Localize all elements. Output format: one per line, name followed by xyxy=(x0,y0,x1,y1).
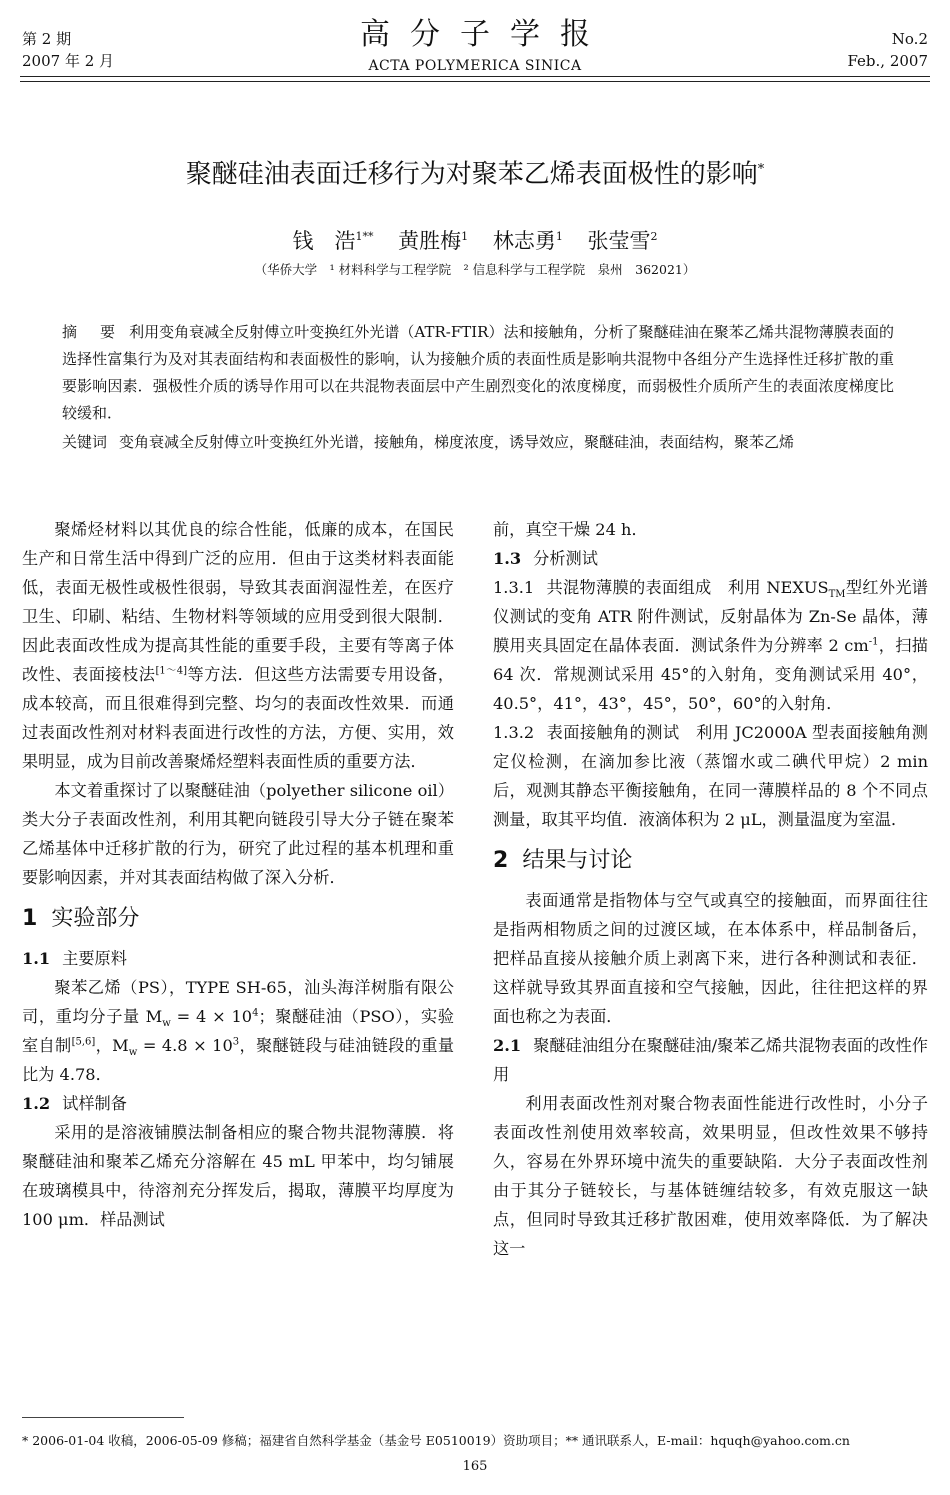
subsection-heading-1-3: 1.3 分析测试 xyxy=(493,549,598,568)
abstract-label: 摘 要 xyxy=(62,323,120,341)
keywords-label: 关键词 xyxy=(62,433,108,451)
author: 钱 浩$^{1**}$ xyxy=(292,229,374,253)
citation: [5,6] xyxy=(71,1036,96,1048)
paper-title-text: 聚醚硅油表面迁移行为对聚苯乙烯表面极性的影响 xyxy=(185,159,758,190)
affiliation: （华侨大学 ¹ 材料科学与工程学院 ² 信息科学与工程学院 泉州 362021） xyxy=(254,262,696,277)
materials-paragraph: 聚苯乙烯（PS），TYPE SH-65，汕头海洋树脂有限公司，重均分子量 $M_w = 4 \times 10^4$；聚醚硅油（PSO），实验室自制[5,6]，$M_w = 4.8 \times 10^3$，聚醚链段与硅油链段的重量比为 4.78． xyxy=(22,978,455,1084)
subsection-heading-1-1: 1.1 主要原料 xyxy=(22,949,127,968)
issue-en: No.2 xyxy=(891,30,928,48)
intro-paragraph-1: 聚烯烃材料以其优良的综合性能，低廉的成本，在国民生产和日常生活中得到广泛的应用．但由于这类材料表面能低，表面无极性或极性很弱，导致其表面润湿性差，在医疗卫生、印刷、粘结、生物材料等领域的应用受到很大限制．因此表面改性成为提高其性能的重要手段，主要有等离子体改性、表面接枝法[1～4]等方法．但这些方法需要专用设备，成本较高，而且很难得到完整、均匀的表面改性效果．而通过表面改性剂对材料表面进行改性的方法，方便、实用，效果明显，成为目前改善聚烯烃塑料表面性质的重要方法． xyxy=(22,520,455,771)
running-header-right xyxy=(847,28,928,72)
right-column xyxy=(493,515,928,1263)
title-footnote-mark: * xyxy=(757,162,765,177)
footnote: * 2006-01-04 收稿，2006-05-09 修稿；福建省自然科学基金（基金号 E0510019）资助项目；** 通讯联系人，E-mail：hquqh@yahoo.com.cn xyxy=(22,1433,850,1448)
author: 黄胜梅$^1$ xyxy=(398,229,469,253)
sample-prep-paragraph: 采用的是溶液铺膜法制备相应的聚合物共混物薄膜．将聚醚硅油和聚苯乙烯充分溶解在 45 mL 甲苯中，均匀铺展在玻璃模具中，待溶剂充分挥发后，揭取，薄膜平均厚度为 100 μm．样品测试 xyxy=(22,1123,454,1229)
footnote-rule xyxy=(22,1417,184,1418)
keywords-text: 变角衰减全反射傅立叶变换红外光谱，接触角，梯度浓度，诱导效应，聚醚硅油，表面结构，聚苯乙烯 xyxy=(119,433,795,451)
subsection-1-3-2: 1.3.2 表面接触角的测试 利用 JC2000A 型表面接触角测定仪检测，在滴加参比液（蒸馏水或二碘代甲烷）2 min 后，观测其静态平衡接触角，在同一薄膜样品的 8 个不同点测量，取其平均值．液滴体积为 2 μL，测量温度为室温． xyxy=(493,723,928,829)
subsection-heading-2-1: 2.1 聚醚硅油组分在聚醚硅油/聚苯乙烯共混物表面的改性作用 xyxy=(493,1036,928,1084)
author: 张莹雪$^2$ xyxy=(587,229,658,253)
header-rule-thin xyxy=(20,81,930,82)
left-column xyxy=(22,515,454,1234)
subsection-1-3-1: 1.3.1 共混物薄膜的表面组成 利用 $NEXUS_{TM}$型红外光谱仪测试的变角 ATR 附件测试，反射晶体为 Zn-Se 晶体，薄膜用夹具固定在晶体表面．测试条件为分辨率 2 cm$^{-1}$，扫描 64 次．常规测试采用 45°的入射角，变角测试采用 40°，40.5°，41°，43°，45°，50°，60°的入射角． xyxy=(493,578,928,713)
author: 林志勇$^1$ xyxy=(492,229,563,253)
continued-paragraph: 前，真空干燥 24 h． xyxy=(493,520,648,539)
date-cn: 2007 年 2 月 xyxy=(22,52,115,70)
header-rule-thick xyxy=(20,76,930,77)
journal-title-en: ACTA POLYMERICA SINICA xyxy=(368,58,582,74)
section-heading-2: 2 结果与讨论 xyxy=(493,848,633,873)
abstract-text: 利用变角衰减全反射傅立叶变换红外光谱（ATR-FTIR）法和接触角，分析了聚醚硅油在聚苯乙烯共混物薄膜表面的选择性富集行为及对其表面结构和表面极性的影响，认为接触介质的表面性质是影响共混物中各组分产生选择性迁移扩散的重要影响因素．强极性介质的诱导作用可以在共混物表面层中产生剧烈变化的浓度梯度，而弱极性介质所产生的表面浓度梯度比较缓和． xyxy=(62,323,894,422)
results-paragraph-1: 表面通常是指物体与空气或真空的接触面，而界面往往是指两相物质之间的过渡区域，在本体系中，样品制备后，把样品直接从接触介质上剥离下来，进行各种测试和表征．这样就导致其界面直接和空气接触，因此，往往把这样的界面也称之为表面． xyxy=(493,891,928,1026)
abstract xyxy=(62,319,894,427)
journal-masthead xyxy=(0,16,950,76)
paper-title xyxy=(0,152,950,193)
page-number: 165 xyxy=(462,1459,488,1474)
date-en: Feb., 2007 xyxy=(847,52,928,70)
issue-cn: 第 2 期 xyxy=(22,30,72,48)
subsection-heading-1-2: 1.2 试样制备 xyxy=(22,1094,127,1113)
author-list xyxy=(0,222,950,256)
section-heading-1: 1 实验部分 xyxy=(22,906,140,931)
journal-title-cn: 高分子学报 xyxy=(360,17,610,52)
intro-paragraph-2: 本文着重探讨了以聚醚硅油（polyether silicone oil）类大分子表面改性剂，利用其靶向链段引导大分子链在聚苯乙烯基体中迁移扩散的行为，研究了此过程的基本机理和重要影响因素，并对其表面结构做了深入分析． xyxy=(22,781,454,887)
keywords xyxy=(62,429,894,456)
citation: [1～4] xyxy=(155,665,188,677)
results-paragraph-2: 利用表面改性剂对聚合物表面性能进行改性时，小分子表面改性剂使用效率较高，效果明显，但改性效果不够持久，容易在外界环境中流失的重要缺陷．大分子表面改性剂由于其分子链较长，与基体链缠结较多，有效克服这一缺点，但同时导致其迁移扩散困难，使用效率降低．为了解决这一 xyxy=(493,1094,928,1258)
